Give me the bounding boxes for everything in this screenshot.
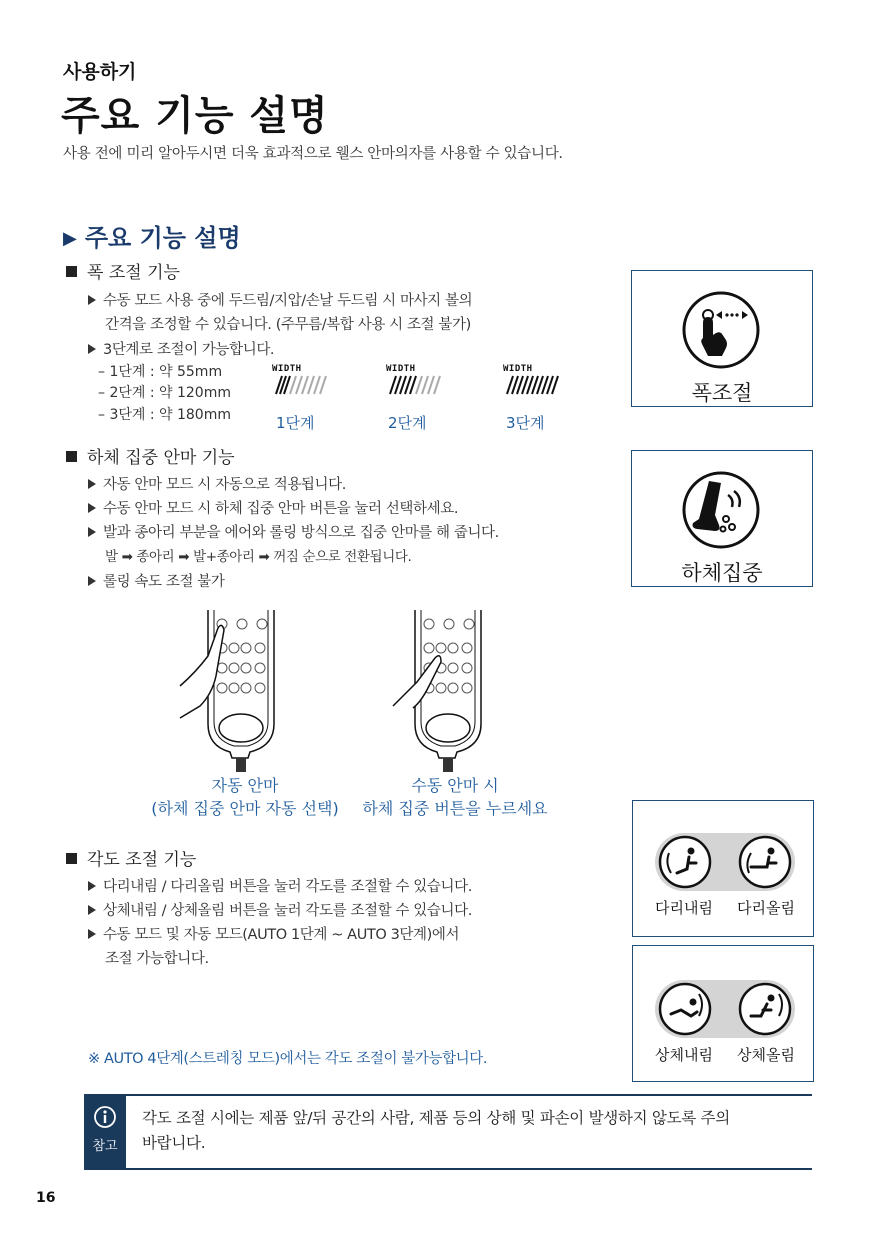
- section-label: 사용하기: [63, 61, 137, 83]
- angle-bullet-1: 다리내림 / 다리올림 버튼을 눌러 각도를 조절할 수 있습니다.: [88, 875, 472, 896]
- section-marker-icon: ▶: [63, 228, 77, 249]
- info-icon: [93, 1105, 117, 1129]
- section-heading-text: 주요 기능 설명: [84, 224, 241, 252]
- square-bullet-icon: [66, 451, 77, 462]
- back-buttons-icon: [655, 980, 795, 1038]
- square-bullet-icon: [66, 853, 77, 864]
- arrow-bullet-icon: [88, 905, 96, 915]
- lower-bullet-4: 롤링 속도 조절 불가: [88, 570, 224, 591]
- lower-bullet-2: 수동 안마 모드 시 하체 집중 안마 버튼을 눌러 선택하세요.: [88, 497, 458, 518]
- page-title: 주요 기능 설명: [61, 93, 329, 139]
- angle-heading: 각도 조절 기능: [66, 845, 196, 870]
- width-stripes-2-icon: [386, 374, 444, 396]
- width-level-1: – 1단계 : 약 55mm: [98, 364, 223, 380]
- notice-label: 참고: [92, 1139, 118, 1154]
- lower-sequence: 발 ➡ 종아리 ➡ 발+종아리 ➡ 꺼짐 순으로 전환됩니다.: [105, 549, 412, 565]
- right-arrow-icon: ➡: [258, 549, 270, 565]
- arrow-bullet-icon: [88, 479, 96, 489]
- leg-buttons-icon: [655, 833, 795, 891]
- arrow-bullet-icon: [88, 527, 96, 537]
- notice-side: [84, 1096, 126, 1168]
- page-number: 16: [36, 1190, 56, 1206]
- width-diagram-3: WIDTH: [503, 364, 563, 400]
- lower-button-box: [631, 450, 813, 587]
- intro-text: 사용 전에 미리 알아두시면 더욱 효과적으로 웰스 안마의자를 사용할 수 있습니다.: [63, 146, 563, 162]
- width-box-caption: 폭조절: [691, 381, 753, 405]
- width-step-1: 1단계: [276, 414, 315, 432]
- arrow-bullet-icon: [88, 295, 96, 305]
- width-step-3: 3단계: [506, 414, 545, 432]
- angle-note: ※ AUTO 4단계(스트레칭 모드)에서는 각도 조절이 불가능합니다.: [88, 1051, 488, 1067]
- arrow-bullet-icon: [88, 503, 96, 513]
- width-diagram-2: WIDTH: [386, 364, 446, 400]
- width-bullet-1-cont: 간격을 조정할 수 있습니다. (주무름/복합 사용 시 조절 불가): [105, 317, 471, 333]
- width-button-box: [631, 270, 813, 407]
- notice-box: [84, 1094, 812, 1170]
- remote-manual-illustration: [385, 606, 505, 776]
- right-arrow-icon: ➡: [178, 549, 190, 565]
- lower-box-caption: 하체집중: [681, 561, 763, 585]
- remote-manual-caption: 수동 안마 시 하체 집중 버튼을 누르세요: [362, 776, 548, 818]
- leg-button-box: [632, 800, 814, 937]
- leg-up-label: 다리올림: [737, 899, 795, 917]
- width-bullet-1: 수동 모드 사용 중에 두드림/지압/손날 두드림 시 마사지 볼의: [88, 289, 472, 310]
- lower-focus-icon: [676, 465, 766, 555]
- width-level-3: – 3단계 : 약 180mm: [98, 407, 231, 423]
- lower-bullet-1: 자동 안마 모드 시 자동으로 적용됩니다.: [88, 473, 346, 494]
- lower-heading: 하체 집중 안마 기능: [66, 443, 235, 468]
- width-diagram-1: WIDTH: [272, 364, 332, 400]
- width-stripes-3-icon: [503, 374, 561, 396]
- remote-auto-caption: 자동 안마 (하체 집중 안마 자동 선택): [151, 776, 339, 818]
- arrow-bullet-icon: [88, 344, 96, 354]
- angle-bullet-2: 상체내림 / 상체올림 버튼을 눌러 각도를 조절할 수 있습니다.: [88, 899, 472, 920]
- width-level-2: – 2단계 : 약 120mm: [98, 385, 231, 401]
- right-arrow-icon: ➡: [121, 549, 133, 565]
- angle-bullet-3: 수동 모드 및 자동 모드(AUTO 1단계 ~ AUTO 3단계)에서: [88, 923, 459, 944]
- width-stripes-1-icon: [272, 374, 330, 396]
- lower-bullet-3: 발과 종아리 부분을 에어와 롤링 방식으로 집중 안마를 해 줍니다.: [88, 521, 499, 542]
- arrow-bullet-icon: [88, 576, 96, 586]
- width-step-2: 2단계: [388, 414, 427, 432]
- width-adjust-icon: [676, 285, 766, 375]
- angle-bullet-3-cont: 조절 가능합니다.: [105, 951, 209, 967]
- back-button-box: [632, 945, 814, 1082]
- width-heading: 폭 조절 기능: [66, 258, 180, 283]
- width-bullet-2: 3단계로 조절이 가능합니다.: [88, 338, 274, 359]
- section-heading: [63, 218, 241, 253]
- leg-down-label: 다리내림: [655, 899, 713, 917]
- back-up-label: 상체올림: [737, 1046, 795, 1064]
- back-down-label: 상체내림: [655, 1046, 713, 1064]
- notice-text: 각도 조절 시에는 제품 앞/뒤 공간의 사람, 제품 등의 상해 및 파손이 발생하지 않도록 주의 바랍니다.: [142, 1109, 730, 1152]
- square-bullet-icon: [66, 266, 77, 277]
- arrow-bullet-icon: [88, 929, 96, 939]
- arrow-bullet-icon: [88, 881, 96, 891]
- remote-auto-illustration: [178, 606, 298, 776]
